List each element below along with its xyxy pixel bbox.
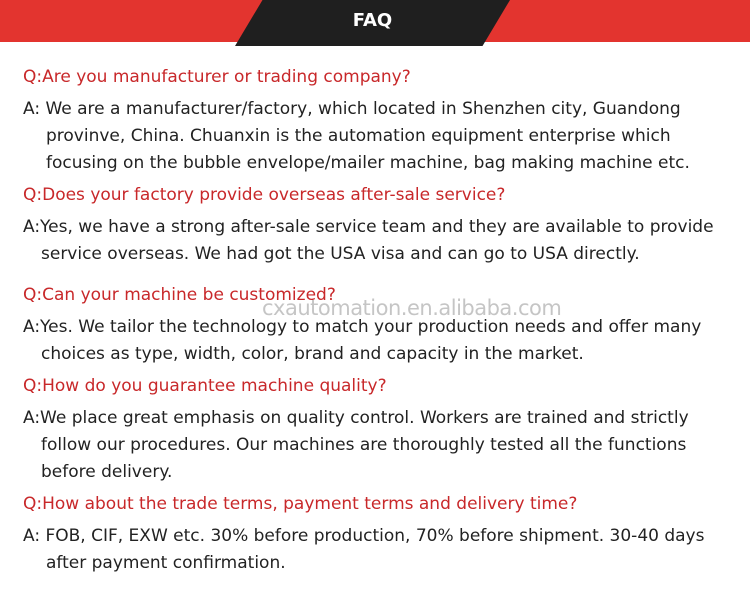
faq-item <box>23 182 738 268</box>
faq-answer <box>23 96 738 177</box>
faq-item <box>23 373 738 486</box>
header-banner <box>0 0 750 46</box>
faq-answer-line: focusing on the bubble envelope/mailer machine, bag making machine etc. <box>46 153 690 173</box>
faq-answer-line: before delivery. <box>41 462 173 482</box>
faq-answer-line: A:We place great emphasis on quality control. Workers are trained and strictly <box>23 408 689 428</box>
faq-answer-line: after payment confirmation. <box>46 553 286 573</box>
faq-item <box>23 64 738 177</box>
page-title: FAQ <box>352 10 393 31</box>
faq-answer-line: A:Yes, we have a strong after-sale service team and they are available to provide <box>23 217 714 237</box>
faq-question: Q:How do you guarantee machine quality? <box>23 376 387 396</box>
faq-answer <box>23 214 738 268</box>
faq-answer <box>23 523 738 577</box>
faq-answer-line: A:Yes. We tailor the technology to match your production needs and offer many <box>23 317 702 337</box>
faq-list <box>23 64 738 577</box>
faq-question: Q:How about the trade terms, payment terms and delivery time? <box>23 494 578 514</box>
faq-answer-line: A: We are a manufacturer/factory, which located in Shenzhen city, Guandong <box>23 99 681 119</box>
faq-answer-line: A: FOB, CIF, EXW etc. 30% before production, 70% before shipment. 30-40 days <box>23 526 705 546</box>
faq-answer <box>23 314 738 368</box>
faq-question: Q:Can your machine be customized? <box>23 285 336 305</box>
faq-item <box>23 282 738 368</box>
watermark: cxautomation.en.alibaba.com <box>262 296 562 320</box>
faq-answer <box>23 405 738 486</box>
faq-answer-line: service overseas. We had got the USA visa and can go to USA directly. <box>41 244 640 264</box>
faq-answer-line: follow our procedures. Our machines are thoroughly tested all the functions <box>41 435 687 455</box>
faq-question: Q:Are you manufacturer or trading company? <box>23 67 411 87</box>
faq-answer-line: choices as type, width, color, brand and capacity in the market. <box>41 344 584 364</box>
faq-question: Q:Does your factory provide overseas after-sale service? <box>23 185 506 205</box>
faq-item <box>23 491 738 577</box>
faq-answer-line: provinve, China. Chuanxin is the automation equipment enterprise which <box>46 126 671 146</box>
